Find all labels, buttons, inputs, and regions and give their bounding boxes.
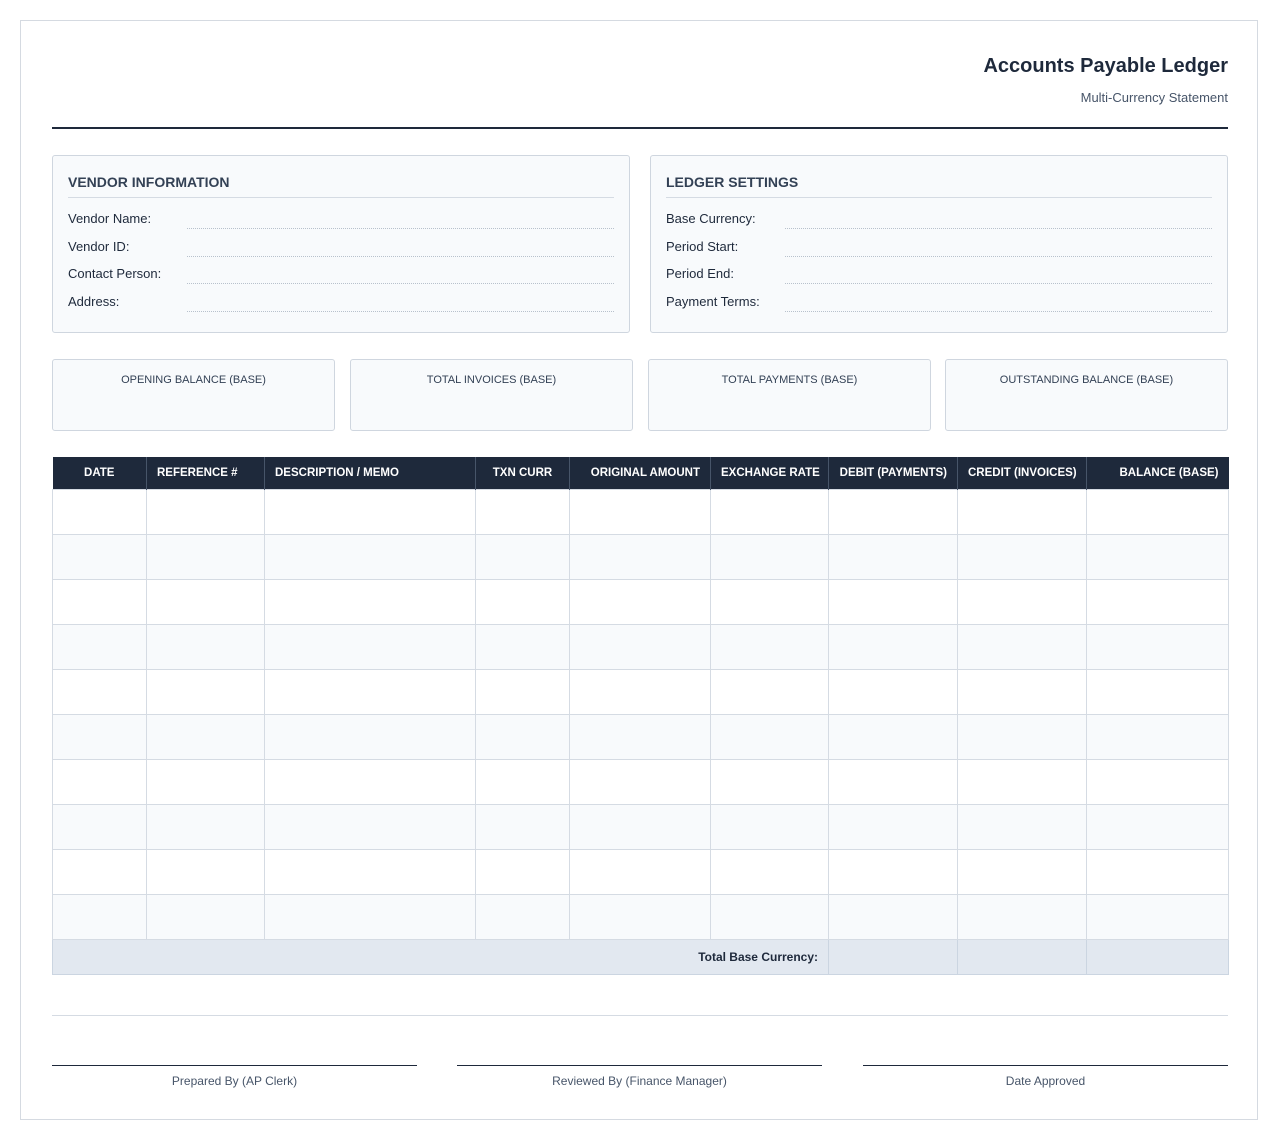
table-cell[interactable] — [829, 624, 958, 669]
table-cell[interactable] — [829, 894, 958, 939]
opening-balance-label: OPENING BALANCE (BASE) — [121, 374, 266, 386]
table-cell[interactable] — [570, 894, 711, 939]
table-row — [53, 489, 1229, 534]
ledger-settings-title: LEDGER SETTINGS — [666, 174, 1212, 198]
vendor-id-field[interactable] — [187, 256, 614, 257]
table-cell[interactable] — [147, 849, 265, 894]
table-cell[interactable] — [1087, 534, 1229, 579]
table-cell[interactable] — [476, 894, 570, 939]
table-cell[interactable] — [829, 804, 958, 849]
table-cell[interactable] — [958, 849, 1087, 894]
page-subtitle: Multi-Currency Statement — [1080, 90, 1228, 105]
ledger-page — [20, 20, 1258, 1120]
contact-person-label: Contact Person: — [68, 266, 162, 281]
column-header-original-amount: ORIGINAL AMOUNT — [570, 457, 711, 489]
table-cell[interactable] — [829, 714, 958, 759]
column-header-date: DATE — [53, 457, 147, 489]
table-cell[interactable] — [265, 579, 476, 624]
table-cell[interactable] — [711, 894, 829, 939]
table-cell[interactable] — [958, 804, 1087, 849]
ledger-table — [52, 457, 1229, 975]
table-cell[interactable] — [958, 669, 1087, 714]
address-field[interactable] — [187, 311, 614, 312]
footer-divider — [52, 1015, 1228, 1016]
payment-terms-label: Payment Terms: — [666, 294, 760, 309]
table-cell[interactable] — [476, 714, 570, 759]
column-header-debit: DEBIT (PAYMENTS) — [829, 457, 958, 489]
table-cell[interactable] — [265, 669, 476, 714]
period-start-label: Period Start: — [666, 239, 739, 254]
vendor-information-title: VENDOR INFORMATION — [68, 174, 614, 198]
table-cell[interactable] — [958, 534, 1087, 579]
table-row — [53, 534, 1229, 579]
table-cell[interactable] — [1087, 759, 1229, 804]
table-cell[interactable] — [147, 534, 265, 579]
base-currency-label: Base Currency: — [666, 211, 756, 226]
table-cell[interactable] — [53, 669, 147, 714]
date-approved-signature — [863, 1065, 1228, 1095]
table-cell[interactable] — [711, 534, 829, 579]
table-cell[interactable] — [958, 624, 1087, 669]
table-cell[interactable] — [53, 624, 147, 669]
table-cell[interactable] — [147, 714, 265, 759]
date-approved-label: Date Approved — [1005, 1074, 1086, 1088]
table-cell[interactable] — [476, 804, 570, 849]
contact-person-row — [68, 266, 614, 286]
table-cell[interactable] — [53, 894, 147, 939]
table-cell[interactable] — [570, 579, 711, 624]
table-cell[interactable] — [711, 804, 829, 849]
payment-terms-row — [666, 294, 1212, 314]
table-cell[interactable] — [570, 534, 711, 579]
column-header-txn-currency: TXN CURR — [476, 457, 570, 489]
table-cell[interactable] — [570, 759, 711, 804]
page-title: Accounts Payable Ledger — [983, 55, 1228, 77]
period-end-label: Period End: — [666, 266, 734, 281]
table-cell[interactable] — [265, 624, 476, 669]
vendor-name-field[interactable] — [187, 228, 614, 229]
table-cell[interactable] — [958, 759, 1087, 804]
table-cell[interactable] — [53, 804, 147, 849]
total-base-currency-label: Total Base Currency: — [53, 939, 829, 974]
table-cell[interactable] — [829, 759, 958, 804]
table-cell[interactable] — [570, 714, 711, 759]
vendor-id-row — [68, 239, 614, 259]
table-cell[interactable] — [147, 669, 265, 714]
address-row — [68, 294, 614, 314]
table-cell[interactable] — [570, 489, 711, 534]
total-invoices-label: TOTAL INVOICES (BASE) — [426, 374, 557, 386]
table-cell[interactable] — [829, 579, 958, 624]
table-cell[interactable] — [265, 714, 476, 759]
table-row — [53, 669, 1229, 714]
table-cell[interactable] — [1087, 714, 1229, 759]
column-header-balance: BALANCE (BASE) — [1087, 457, 1229, 489]
table-cell[interactable] — [53, 534, 147, 579]
vendor-id-label: Vendor ID: — [68, 239, 130, 254]
table-cell[interactable] — [476, 534, 570, 579]
table-cell[interactable] — [265, 804, 476, 849]
table-cell[interactable] — [265, 849, 476, 894]
table-cell[interactable] — [265, 759, 476, 804]
table-cell[interactable] — [147, 579, 265, 624]
table-cell[interactable] — [958, 579, 1087, 624]
reviewed-by-signature — [457, 1065, 822, 1095]
table-cell[interactable] — [711, 759, 829, 804]
document-header — [52, 21, 1228, 129]
table-cell[interactable] — [53, 849, 147, 894]
table-cell[interactable] — [476, 579, 570, 624]
table-cell[interactable] — [53, 759, 147, 804]
table-cell[interactable] — [570, 624, 711, 669]
table-cell[interactable] — [1087, 804, 1229, 849]
table-header-row — [53, 457, 1229, 489]
table-row — [53, 624, 1229, 669]
period-start-row — [666, 239, 1212, 259]
period-start-field[interactable] — [785, 256, 1212, 257]
table-cell[interactable] — [958, 489, 1087, 534]
table-cell[interactable] — [1087, 669, 1229, 714]
table-cell[interactable] — [1087, 894, 1229, 939]
table-cell[interactable] — [711, 624, 829, 669]
period-end-row — [666, 266, 1212, 286]
table-cell[interactable] — [476, 669, 570, 714]
column-header-credit: CREDIT (INVOICES) — [958, 457, 1087, 489]
table-row — [53, 579, 1229, 624]
table-cell[interactable] — [476, 759, 570, 804]
vendor-information-card — [52, 155, 630, 333]
table-cell[interactable] — [829, 489, 958, 534]
table-cell[interactable] — [147, 759, 265, 804]
prepared-by-label: Prepared By (AP Clerk) — [171, 1074, 298, 1088]
table-cell[interactable] — [265, 489, 476, 534]
table-row — [53, 849, 1229, 894]
table-cell[interactable] — [829, 669, 958, 714]
table-cell[interactable] — [570, 804, 711, 849]
table-cell[interactable] — [958, 894, 1087, 939]
table-cell[interactable] — [570, 669, 711, 714]
table-row — [53, 804, 1229, 849]
table-cell[interactable] — [829, 534, 958, 579]
reviewed-by-label: Reviewed By (Finance Manager) — [552, 1074, 727, 1088]
table-cell[interactable] — [711, 714, 829, 759]
table-cell[interactable] — [1087, 579, 1229, 624]
outstanding-balance-box — [945, 359, 1228, 431]
vendor-name-row — [68, 211, 614, 231]
outstanding-balance-label: OUTSTANDING BALANCE (BASE) — [999, 374, 1174, 386]
table-cell[interactable] — [711, 669, 829, 714]
table-cell[interactable] — [1087, 624, 1229, 669]
total-payments-box — [648, 359, 931, 431]
table-footer-row — [53, 939, 1229, 974]
table-cell[interactable] — [147, 489, 265, 534]
prepared-by-signature — [52, 1065, 417, 1095]
table-cell[interactable] — [711, 579, 829, 624]
table-cell[interactable] — [476, 489, 570, 534]
table-row — [53, 894, 1229, 939]
table-cell[interactable] — [147, 624, 265, 669]
contact-person-field[interactable] — [187, 283, 614, 284]
total-invoices-box — [350, 359, 633, 431]
table-cell[interactable] — [53, 489, 147, 534]
total-debit-cell[interactable] — [829, 939, 958, 974]
column-header-description: DESCRIPTION / MEMO — [265, 457, 476, 489]
total-credit-cell[interactable] — [958, 939, 1087, 974]
ledger-table-body — [53, 489, 1229, 939]
table-cell[interactable] — [265, 534, 476, 579]
vendor-name-label: Vendor Name: — [68, 211, 152, 226]
table-cell[interactable] — [476, 849, 570, 894]
payment-terms-field[interactable] — [785, 311, 1212, 312]
table-cell[interactable] — [1087, 489, 1229, 534]
period-end-field[interactable] — [785, 283, 1212, 284]
opening-balance-box — [52, 359, 335, 431]
table-cell[interactable] — [958, 714, 1087, 759]
total-payments-label: TOTAL PAYMENTS (BASE) — [721, 374, 858, 386]
table-cell[interactable] — [53, 579, 147, 624]
base-currency-row — [666, 211, 1212, 231]
table-cell[interactable] — [711, 849, 829, 894]
column-header-exchange-rate: EXCHANGE RATE — [711, 457, 829, 489]
table-cell[interactable] — [147, 894, 265, 939]
ledger-settings-card — [650, 155, 1228, 333]
table-cell[interactable] — [147, 804, 265, 849]
address-label: Address: — [68, 294, 120, 309]
table-cell[interactable] — [265, 894, 476, 939]
base-currency-field[interactable] — [785, 228, 1212, 229]
table-cell[interactable] — [53, 714, 147, 759]
total-balance-cell[interactable] — [1087, 939, 1229, 974]
table-row — [53, 714, 1229, 759]
column-header-reference: REFERENCE # — [147, 457, 265, 489]
table-cell[interactable] — [1087, 849, 1229, 894]
table-cell[interactable] — [829, 849, 958, 894]
table-row — [53, 759, 1229, 804]
table-cell[interactable] — [711, 489, 829, 534]
table-cell[interactable] — [570, 849, 711, 894]
table-cell[interactable] — [476, 624, 570, 669]
